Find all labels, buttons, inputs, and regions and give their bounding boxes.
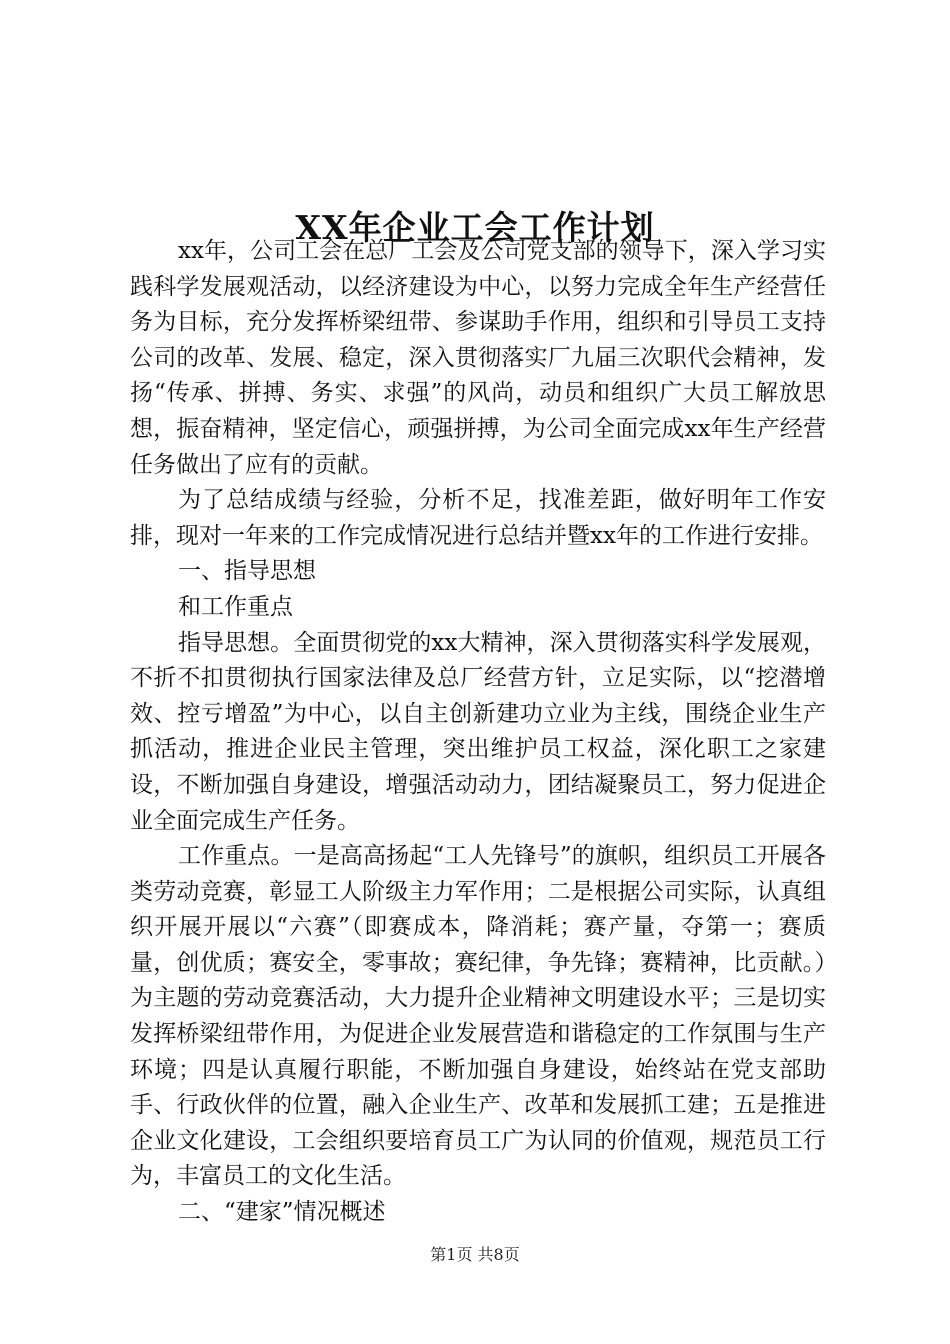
section-heading-1-continued: 和工作重点 [178,593,293,620]
document-title: XX年企业工会工作计划 [295,208,655,248]
section-heading-2: 二、“建家”情况概述 [178,1199,386,1226]
paragraph-work-focus: 工作重点。一是高高扬起“工人先锋号”的旗帜，组织员工开展各类劳动竞赛，彰显工人阶级主力军作用；二是根据公司实际，认真组织开展开展以“六赛”（即赛成本，降消耗；赛产量，夺第一；赛质量，创优质；赛安全，零事故；赛纪律，争先锋；赛精神，比贡献。）为主题的劳动竞赛活动，大力提升企业精神文明建设水平；三是切实发挥桥梁纽带作用，为促进企业发展营造和谐稳定的工作氛围与生产环境；四是认真履行职能，不断加强自身建设，始终站在党支部助手、行政伙伴的位置，融入企业生产、改革和发展抓工建；五是推进企业文化建设，工会组织要培育员工广为认同的价值观，规范员工行为，丰富员工的文化生活。 [130,843,826,1190]
section-heading-1: 一、指导思想 [178,558,316,585]
page-number-footer: 第1页 共8页 [430,1245,520,1264]
paragraph-guiding-thought: 指导思想。全面贯彻党的xx大精神，深入贯彻落实科学发展观，不折不扣贯彻执行国家法律及总厂经营方针，立足实际，以“挖潜增效、控亏增盈”为中心，以自主创新建功立业为主线，围绕企业生产抓活动，推进企业民主管理，突出维护员工权益，深化职工之家建设，不断加强自身建设，增强活动动力，团结凝聚员工，努力促进企业全面完成生产任务。 [130,629,826,834]
paragraph-intro: xx年，公司工会在总厂工会及公司党支部的领导下，深入学习实践科学发展观活动，以经济建设为中心，以努力完成全年生产经营任务为目标，充分发挥桥梁纽带、参谋助手作用，组织和引导员工支持公司的改革、发展、稳定，深入贯彻落实厂九届三次职代会精神，发扬“传承、拼搏、务实、求强”的风尚，动员和组织广大员工解放思想，振奋精神，坚定信心，顽强拼搏，为公司全面完成xx年生产经营任务做出了应有的贡献。 [130,238,826,478]
paragraph-purpose: 为了总结成绩与经验，分析不足，找准差距，做好明年工作安排，现对一年来的工作完成情况进行总结并暨xx年的工作进行安排。 [130,487,826,549]
document-body [130,234,826,1231]
